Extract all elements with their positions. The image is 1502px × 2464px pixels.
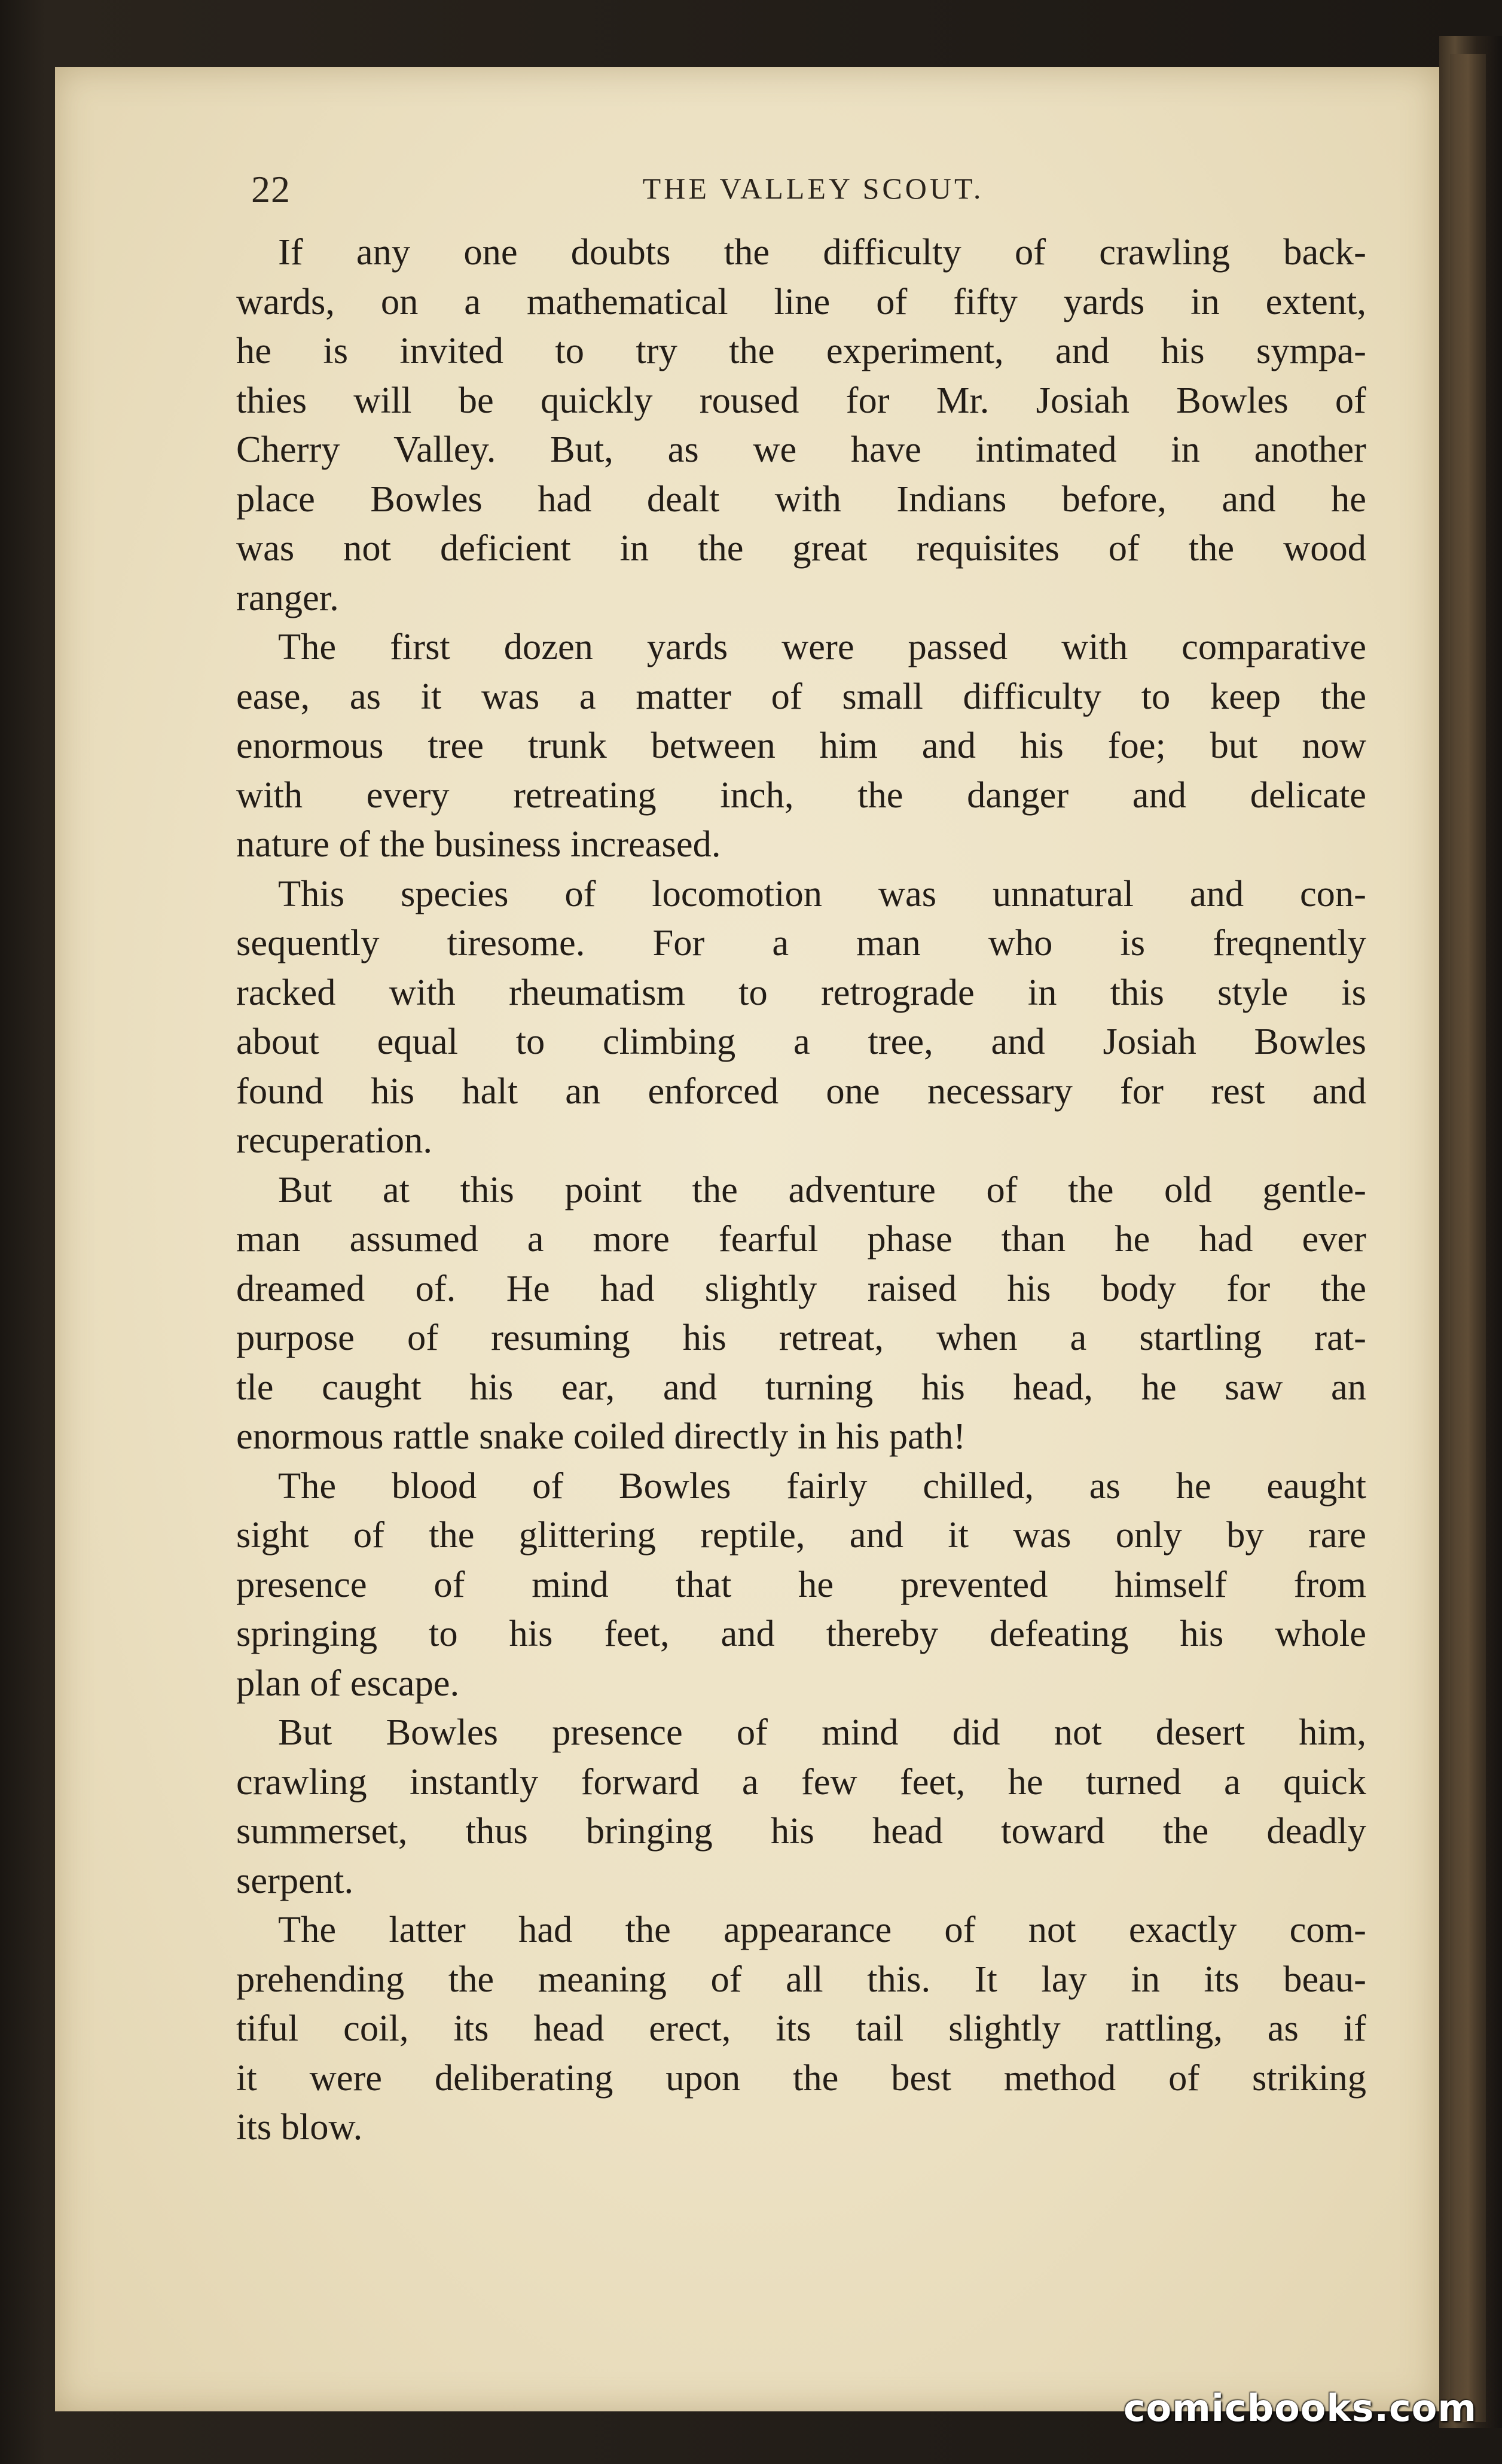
text-line: serpent. <box>236 1859 354 1901</box>
body-text <box>236 227 1366 2152</box>
text-line: found his halt an enforced one necessary for rest and <box>236 1069 1366 1112</box>
text-line: with every retreating inch, the danger and delicate <box>236 773 1366 816</box>
text-line: tiful coil, its head erect, its tail slightly rattling, as if <box>236 2007 1366 2049</box>
text-line: wards, on a mathematical line of fifty yards in extent, <box>236 280 1366 322</box>
text-line: prehending the meaning of all this. It lay in its beau- <box>236 1957 1366 2000</box>
text-line: presence of mind that he prevented himself from <box>236 1563 1366 1605</box>
text-line: thies will be quickly roused for Mr. Josiah Bowles of <box>236 379 1366 421</box>
text-line: The latter had the appearance of not exactly com- <box>278 1908 1366 1950</box>
book-spine-strip <box>1450 54 1486 2422</box>
text-line: But Bowles presence of mind did not desert him, <box>278 1711 1366 1753</box>
text-line: summerset, thus bringing his head toward the deadly <box>236 1810 1366 1852</box>
text-line: enormous rattle snake coiled directly in his path! <box>236 1415 966 1457</box>
text-line: about equal to climbing a tree, and Josiah Bowles <box>236 1020 1366 1062</box>
text-line: recuperation. <box>236 1119 432 1161</box>
text-line: The first dozen yards were passed with comparative <box>278 626 1366 667</box>
text-line: was not deficient in the great requisites of the wood <box>236 527 1366 569</box>
text-line: ranger. <box>236 576 339 618</box>
text-line: he is invited to try the experiment, and his sympa- <box>236 330 1366 371</box>
text-line: If any one doubts the difficulty of crawling back- <box>278 231 1366 273</box>
text-line: place Bowles had dealt with Indians before, and he <box>236 477 1366 520</box>
text-line: crawling instantly forward a few feet, he turned a quick <box>236 1760 1366 1803</box>
text-line: man assumed a more fearful phase than he had ever <box>236 1218 1366 1260</box>
text-line: sequently tiresome. For a man who is freqnently <box>236 922 1366 963</box>
text-line: springing to his feet, and thereby defeating his whole <box>236 1612 1366 1654</box>
text-line: purpose of resuming his retreat, when a startling rat- <box>236 1316 1366 1358</box>
text-line: sight of the glittering reptile, and it was only by rare <box>236 1514 1366 1556</box>
text-line: The blood of Bowles fairly chilled, as he eaught <box>278 1464 1366 1507</box>
text-line: This species of locomotion was unnatural and con- <box>278 872 1366 914</box>
running-head-title: THE VALLEY SCOUT. <box>642 172 984 205</box>
text-line: racked with rheumatism to retrograde in this style is <box>236 971 1366 1013</box>
text-line: ease, as it was a matter of small difficulty to keep the <box>236 675 1366 717</box>
running-head <box>251 160 1375 226</box>
text-line: dreamed of. He had slightly raised his body for the <box>236 1267 1366 1309</box>
text-line: it were deliberating upon the best method of striking <box>236 2056 1366 2099</box>
text-line: nature of the business increased. <box>236 823 721 865</box>
text-line: its blow. <box>236 2106 363 2148</box>
text-line: plan of escape. <box>236 1661 460 1704</box>
page-number: 22 <box>251 168 291 211</box>
text-line: enormous tree trunk between him and his foe; but now <box>236 724 1366 766</box>
text-line: Cherry Valley. But, as we have intimated in another <box>236 428 1366 470</box>
text-line: But at this point the adventure of the old gentle- <box>278 1168 1366 1210</box>
watermark: comicbooks.com <box>1123 2386 1477 2430</box>
text-line: tle caught his ear, and turning his head, he saw an <box>236 1365 1366 1408</box>
